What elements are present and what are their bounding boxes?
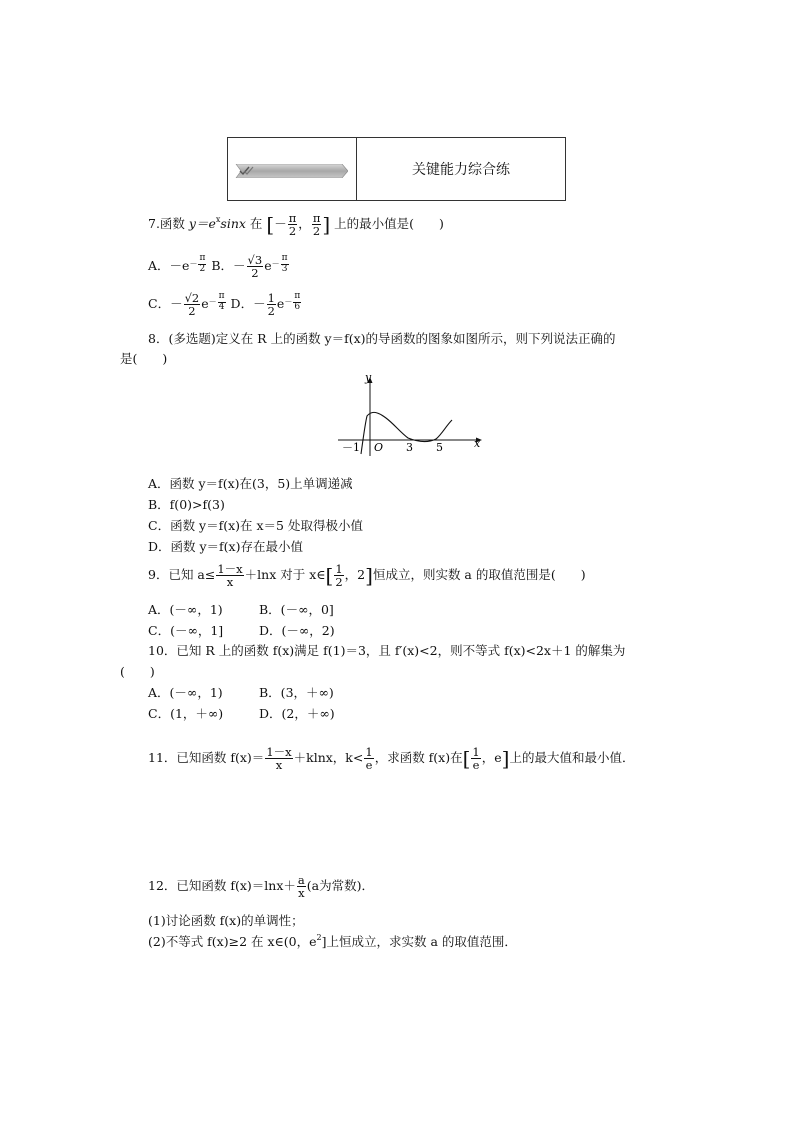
tick-label-3: 3: [406, 441, 413, 454]
section-header: [227, 137, 566, 201]
q10-option-a: A．(－∞，1): [148, 685, 223, 700]
q8-option-b: B．f(0)>f(3): [148, 497, 225, 512]
q8-option-a: A．函数 y＝f(x)在(3，5)上单调递减: [148, 476, 353, 491]
q9-option-b: B．(－∞，0]: [259, 602, 334, 617]
section-title: 关键能力综合练: [412, 162, 510, 178]
q9-option-d: D．(－∞，2): [259, 623, 335, 638]
q9-mid: ＋lnx 对于 x∈: [244, 567, 326, 583]
origin-label: O: [374, 441, 384, 454]
q7-lead: 7.函数: [148, 216, 185, 232]
q9-tail: 恒成立，则实数 a 的取值范围是( ): [372, 567, 586, 583]
tick-label-neg1: －1: [342, 441, 360, 454]
question-9: 9．已知 a≤ $\frac{1-x}{x}$ ＋lnx 对于 x∈[ $\frac{1}{2}$ ，2]恒成立，则实数 a 的取值范围是( ): [148, 562, 586, 590]
q7-option-a: A．－e: [148, 258, 190, 274]
q11-lead: 11．已知函数 f(x)＝: [148, 750, 265, 766]
x-axis-label: x: [474, 437, 481, 450]
question-12: 12．已知函数 f(x)＝lnx＋ $\frac{a}{x}$ (a为常数)．: [148, 873, 374, 901]
tick-label-5: 5: [436, 441, 443, 454]
q12-part-2: (2)不等式 f(x)≥2 在 x∈(0，$e^2$]上恒成立，求实数 a 的取值范围．: [148, 933, 517, 949]
q7-option-b: B．－: [211, 258, 246, 274]
q10-option-c: C．(1，＋∞): [148, 706, 224, 721]
q10-option-d: D．(2，＋∞): [259, 706, 335, 721]
question-7: 7.函数 $y=e^x\sin x$ 在 [－ $\frac{\pi}{2}$ ， $\frac{\pi}{2}$ ] 上的最小值是( ): [148, 211, 444, 239]
q8-line-2: 是( ): [120, 351, 168, 366]
q12-tail: (a为常数)．: [306, 878, 374, 894]
q7-options-cd: C．－ $\frac{√2}{2}$ $e^{- \frac{\pi}{4}}$ D．－ $\frac{1}{2}$ $e^{- \frac{\pi}{6}}$: [148, 291, 301, 319]
q7-function: y＝e: [188, 216, 216, 232]
q9-fraction: $\frac{1-x}{x}$: [217, 562, 243, 590]
q9-option-a: A．(－∞，1): [148, 602, 223, 617]
q7-option-d: D．－: [230, 296, 266, 312]
q7-interval-right: $\frac{\pi}{2}$: [312, 211, 321, 239]
q7-tail: 上的最小值是( ): [334, 216, 444, 232]
q10-option-b: B．(3，＋∞): [259, 685, 334, 700]
q8-option-d: D．函数 y＝f(x)存在最小值: [148, 539, 303, 554]
q7-option-c: C．－: [148, 296, 183, 312]
q10-line-1: 10．已知 R 上的函数 f(x)满足 f(1)＝3，且 f′(x)<2，则不等式 f(x)<2x＋1 的解集为: [148, 643, 626, 658]
q7-options-ab: A．$-e^{- \frac{\pi}{2}}$ B．－ $\frac{√3}{2}$ $e^{- \frac{\pi}{3}}$: [148, 253, 288, 281]
y-axis-label: y: [365, 372, 372, 384]
q10-line-2: ( ): [120, 664, 155, 679]
q9-option-c: C．(－∞，1]: [148, 623, 224, 638]
question-11: 11．已知函数 f(x)＝ $\frac{1-x}{x}$ ＋klnx，k< $\frac{1}{e}$ ，求函数 f(x)在[ $\frac{1}{e}$ ，e]上的最大值和最小值．: [148, 745, 635, 773]
q12-lead: 12．已知函数 f(x)＝lnx＋: [148, 878, 296, 894]
q8-option-c: C．函数 y＝f(x)在 x＝5 处取得极小值: [148, 518, 363, 533]
q7-exponent: x: [215, 215, 221, 225]
q7-function-rest: sinx: [220, 216, 246, 232]
q8-line-1: 8．(多选题)定义在 R 上的函数 y＝f(x)的导函数的图象如图所示，则下列说法正确的: [148, 331, 616, 346]
derivative-graph: [336, 372, 486, 458]
q7-mid: 在: [249, 216, 263, 232]
q7-interval-left: $\frac{\pi}{2}$: [288, 211, 297, 239]
check-banner-icon: [234, 164, 348, 178]
q12-part-1: (1)讨论函数 f(x)的单调性；: [148, 913, 304, 928]
q9-lead: 9．已知 a≤: [148, 567, 216, 583]
q11-tail: 上的最大值和最小值．: [509, 750, 635, 766]
